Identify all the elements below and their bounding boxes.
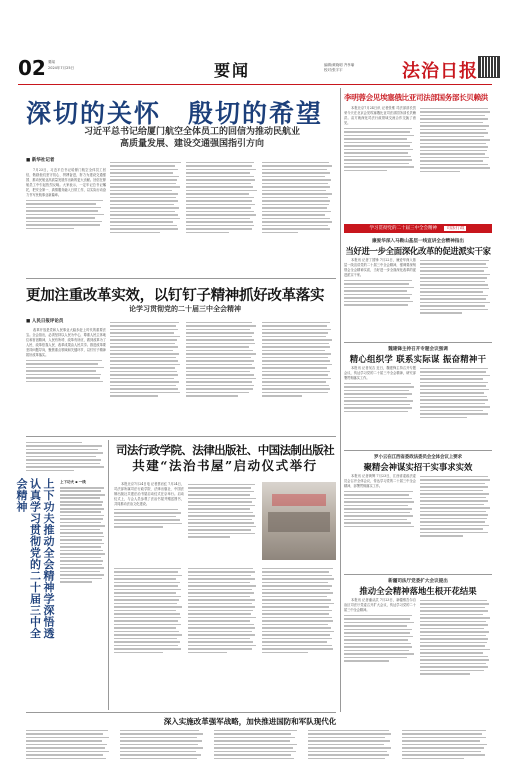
right-divider-3	[344, 574, 492, 575]
right-story-4-kicker: 罗小云在江西省委政法委员会全体会议上要求	[374, 455, 462, 460]
right-story-3-title: 精心组织学 联系实际谋 振奋精神干	[349, 354, 487, 364]
third-title-line-1: 司法行政学院、法律出版社、中国法制出版社	[116, 443, 334, 457]
right-story-1-col-2	[420, 106, 492, 174]
lead-body: 7月23日，习近平总书记给厦门航空全体员工回信，勉励他们坚守初心、拼搏奋进，努力为建设交通强国、推动民航业高质量发展作出新的更大贡献。回信在厦航员工中引起热烈反响。大家表示，一定牢记总书记嘱托，把安全第一、真情服务融入日常工作，以实际行动奋力书写民航事业新篇章。	[26, 168, 106, 197]
second-columns	[110, 320, 335, 432]
lead-subtitle-line-2: 高质量发展、建设交通强国指引方向	[119, 139, 264, 149]
right-story-1-body: 本报北京7月24日讯 记者张维 司法部部长贺荣今天在北京会见埃塞俄比亚司法部国务部长贝赖洪。双方就深化司法行政领域交流合作交换了意见。	[344, 106, 416, 125]
right-story-2-title: 当好进一步全面深化改革的促进派实干家	[345, 246, 491, 256]
right-banner-label: 学习贯彻党的二十届三中全会精神	[369, 226, 438, 231]
right-story-1-col-1	[344, 106, 416, 210]
masthead-rule	[18, 84, 492, 85]
right-story-3-col-1	[344, 366, 416, 446]
third-photo	[262, 482, 336, 560]
lead-columns	[110, 160, 335, 272]
third-column-2	[188, 482, 258, 540]
third-column-1	[114, 482, 184, 564]
lead-divider	[26, 278, 336, 279]
right-banner-tag: 司法行政	[446, 226, 465, 231]
right-story-1-title: 李明蓉会见埃塞俄比亚司法部国务部长贝赖洪	[344, 93, 488, 102]
second-body: 改革开放是党和人民事业大踏步赶上时代的重要法宝。全会指出，必须坚持以人民为中心，尊重人民主体地位和首创精神，人民有所呼、改革有所应，做到改革为了人民、改革依靠人民、改革成果由人民共享。推进改革要坚持问题导向，聚焦重点领域和关键环节，以钉钉子精神抓好改革落实。	[26, 328, 106, 357]
second-subtitle: 论学习贯彻党的二十届三中全会精神	[129, 304, 241, 313]
editor-small: 要闻	[48, 60, 55, 64]
editors-line-2: 校对/张宇宇	[324, 68, 343, 72]
right-story-3-kicker: 魏建锋主持召开专题会议强调	[388, 347, 448, 352]
lead-subtitle	[62, 126, 322, 150]
second-byline: ■ 人民日报评论员	[26, 319, 64, 324]
right-story-5-col-2	[420, 598, 492, 677]
right-story-4-title: 聚精会神谋实招干实事求实效	[363, 462, 473, 472]
right-story-3-col-2	[420, 366, 492, 420]
right-story-4-col-1	[344, 474, 416, 570]
right-story-2-col-2	[420, 258, 492, 316]
right-story-3-body: 本报讯 记者吴吉 近日，魏建锋主持召开专题会议，传达学习党的二十届三中全会精神，研究部署贯彻落实工作。	[344, 366, 416, 380]
third-body: 本报北京7月24日电 记者蔡岩红 7月24日，司法部所属司法行政学院、法律出版社、中国法制出版社共建法治书屋启动仪式在京举行。启动仪式上，与会人员参观了法治书屋并赠送图书，共同推动法治文化建设。	[114, 482, 184, 506]
paper-name: 法治日报	[402, 61, 478, 82]
second-title: 更加注重改革实效，以钉钉子精神抓好改革落实	[26, 287, 325, 304]
right-story-5-col-1	[344, 598, 416, 708]
vertical-headline: 上下功夫推动全会精神学深悟透认真学习贯彻党的二十届三中全会精神	[15, 478, 55, 639]
right-story-5-body: 本报讯 记者潘从武 7月23日，新疆维吾尔自治区司法厅党委召开扩大会议，传达学习党的二十届三中全会精神。	[344, 598, 416, 612]
left-column-text	[26, 440, 106, 473]
bottom-columns	[26, 728, 492, 768]
third-title	[114, 442, 336, 474]
right-divider-2	[344, 450, 492, 451]
vertical-side-label: 上下功夫 ▪ 一线	[60, 480, 86, 484]
page-number: 02	[18, 56, 46, 80]
right-story-5-title: 推动全会精神落地生根开花结果	[359, 586, 477, 596]
date-line: 2024年7月25日	[48, 66, 75, 70]
vertical-side-text	[60, 480, 106, 585]
right-column-rule	[340, 88, 341, 712]
second-column-1	[26, 328, 106, 428]
right-story-4-col-2	[420, 474, 492, 539]
masthead	[18, 54, 492, 86]
vertical-headline-box	[15, 478, 56, 648]
lead-subtitle-line-1: 习近平总书记给厦门航空全体员工的回信为推动民航业	[83, 127, 300, 137]
right-story-2-body: 本报讯 记者丁国锋 7月22日，廉爱华深入基层一线宣讲党的二十届三中全会精神，强调要深刻领会全会精神实质，当好进一步全面深化改革的促进派实干家。	[344, 258, 416, 277]
lead-title: 深切的关怀 殷切的希望	[26, 99, 324, 128]
qr-code	[478, 56, 500, 78]
right-story-4-body: 本报讯 记者黄辉 7月23日，江西省委政法委员会召开全体会议，传达学习党的二十届三中全会精神，部署贯彻落实工作。	[344, 474, 416, 488]
right-story-2-col-1	[344, 258, 416, 338]
section-title: 要闻	[214, 61, 251, 80]
bottom-title: 深入实施改革强军战略，加快推进国防和军队现代化	[163, 717, 337, 726]
third-divider	[26, 712, 336, 713]
right-divider-1	[344, 342, 492, 343]
right-story-2-kicker: 廉爱华深入马鞍山基层一线宣讲全会精神指出	[372, 239, 464, 244]
second-divider	[26, 436, 336, 437]
right-banner	[344, 224, 492, 233]
left-column-rule	[108, 440, 109, 710]
editors-line-1: 编辑/黄晓明 齐孝瑜	[324, 63, 355, 67]
right-story-5-kicker: 新疆司法厅党委扩大会议提出	[388, 579, 448, 584]
lead-byline: ■ 新华社记者	[26, 158, 55, 163]
third-title-line-2: 共建“法治书屋”启动仪式举行	[132, 458, 318, 473]
editors-credit	[324, 63, 354, 73]
lead-column-1	[26, 168, 106, 272]
